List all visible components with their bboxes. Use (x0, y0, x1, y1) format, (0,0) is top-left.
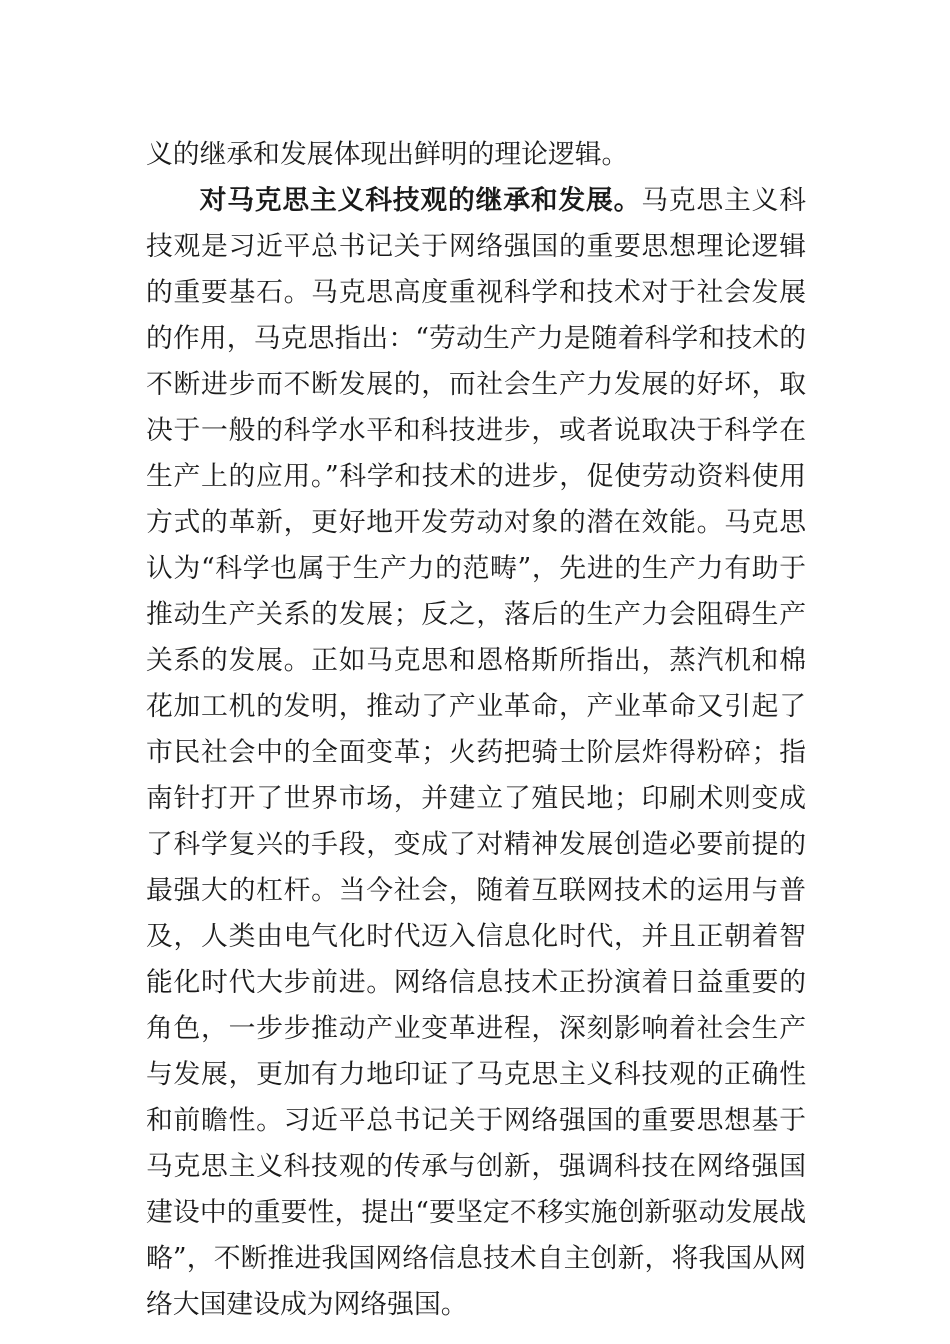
paragraph-text: 义的继承和发展体现出鲜明的理论逻辑。 (146, 139, 629, 170)
paragraph-marxist-tech-view (146, 178, 806, 1328)
paragraph-bold-lead: 对马克思主义科技观的继承和发展。 (199, 185, 642, 216)
paragraph-continuation (146, 132, 806, 178)
document-body (146, 132, 806, 1328)
paragraph-text: 马克思主义科技观是习近平总书记关于网络强国的重要思想理论逻辑的重要基石。马克思高度重视科学和技术对于社会发展的作用，马克思指出：“劳动生产力是随着科学和技术的不断进步而不断发展的，而社会生产力发展的好坏，取决于一般的科学水平和科技进步，或者说取决于科学在生产上的应用。”科学和技术的进步，促使劳动资料使用方式的革新，更好地开发劳动对象的潜在效能。马克思认为“科学也属于生产力的范畴”，先进的生产力有助于推动生产关系的发展；反之，落后的生产力会阻碍生产关系的发展。正如马克思和恩格斯所指出，蒸汽机和棉花加工机的发明，推动了产业革命，产业革命又引起了市民社会中的全面变革；火药把骑士阶层炸得粉碎；指南针打开了世界市场，并建立了殖民地；印刷术则变成了科学复兴的手段，变成了对精神发展创造必要前提的最强大的杠杆。当今社会，随着互联网技术的运用与普及，人类由电气化时代迈入信息化时代，并且正朝着智能化时代大步前进。网络信息技术正扮演着日益重要的角色，一步步推动产业变革进程，深刻影响着社会生产与发展，更加有力地印证了马克思主义科技观的正确性和前瞻性。习近平总书记关于网络强国的重要思想基于马克思主义科技观的传承与创新，强调科技在网络强国建设中的重要性，提出“要坚定不移实施创新驱动发展战略”，不断推进我国网络信息技术自主创新，将我国从网络大国建设成为网络强国。 (146, 185, 807, 1320)
